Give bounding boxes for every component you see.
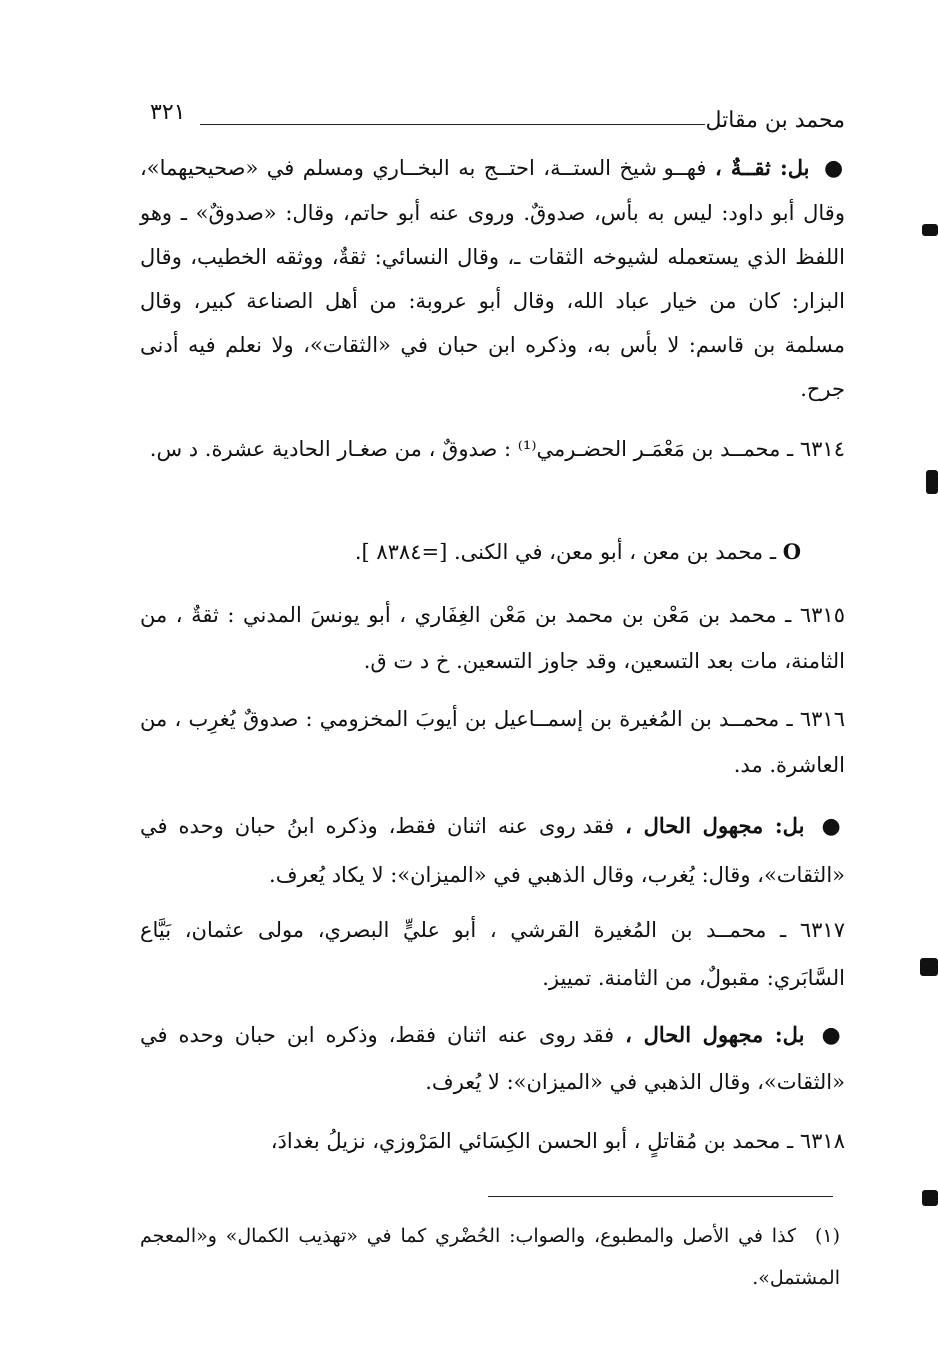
scan-edge-mark [920, 958, 938, 976]
paragraph-lead: بل: مجهول الحال ، [625, 813, 805, 838]
paragraph-text: ـ محمد بن معن ، أبو معن، في الكنى. [=٨٣٨٤ ]. [354, 540, 777, 564]
header-rule [200, 124, 705, 125]
paragraph-note-3 [140, 1012, 845, 1105]
entry-6318 [140, 1118, 845, 1164]
page-number: ٣٢١ [150, 100, 186, 125]
paragraph-text: فهــو شيخ الستــة، احتــج به البخــاري ومسلم في «صحيحيهما»، وقال أبو داود: ليس به بأس، صدوقٌ. وروى عنه أبو حاتم، وقال: «صدوقٌ» ـ وهو اللفظ الذي يستعمله لشيوخه الثقات ـ، وقال النسائي: ثقةٌ، ووثقه الخطيب، وقال البزار: كان من خيار عباد الله، وقال أبو عروبة: من أهل الصناعة كبير، وقال مسلمة بن قاسم: لا بأس به، وذكره ابن حبان في «الثقات»، ولا نعلم فيه أدنى جرح. [140, 156, 845, 401]
paragraph-text: ٦٣١٧ ـ محمــد بن المُغيرة القرشي ، أبو عليٍّ البصري، مولى عثمان، بَيَّاع السَّابَري: مقبولٌ، من الثامنة. تمييز. [140, 918, 845, 990]
entry-6315 [140, 592, 845, 684]
page-header [140, 100, 845, 140]
scan-edge-mark [926, 470, 938, 494]
paragraph-lead: بل: ثقــةٌ ، [714, 155, 810, 180]
paragraph-lead: بل: مجهول الحال ، [625, 1022, 805, 1047]
footnote-marker: (١) [814, 1225, 840, 1247]
circle-marker-icon: O [782, 539, 801, 564]
paragraph-text: فقد روى عنه اثنان فقط، وذكره ابنُ حبان وحده في «الثقات»، وقال: يُغرب، وقال الذهبي في «الميزان»: لا يكاد يُعرف. [140, 814, 845, 887]
bullet-icon: ● [821, 1023, 846, 1048]
running-title: محمد بن مقاتل [705, 108, 845, 133]
paragraph-text: ٦٣١٨ ـ محمد بن مُقاتلٍ ، أبو الحسن الكِسَائي المَرْوزي، نزيلُ بغدادَ، [270, 1129, 845, 1153]
entry-6317 [140, 906, 845, 1002]
entry-6316 [140, 696, 845, 788]
paragraph-text: ٦٣١٥ ـ محمد بن مَعْن بن محمد بن مَعْن الغِفَاري ، أبو يونسَ المدني : ثقةٌ ، من الثامنة، مات بعد التسعين، وقد جاوز التسعين. خ د ت ق. [140, 603, 845, 673]
scan-edge-mark [922, 1190, 938, 1206]
entry-cross-reference [140, 528, 845, 576]
footnote-text: كذا في الأصل والمطبوع، والصواب: الحُضْري كما في «تهذيب الكمال» و«المعجم المشتمل». [140, 1225, 840, 1289]
paragraph-text: ٦٣١٦ ـ محمــد بن المُغيرة بن إسمــاعيل بن أيوبَ المخزومي : صدوقٌ يُغرِب ، من العاشرة. مد. [140, 707, 845, 777]
paragraph-note-2 [140, 802, 845, 899]
footnote [140, 1215, 840, 1299]
paragraph-1 [140, 146, 845, 411]
paragraph-text: ٦٣١٤ ـ محمــد بن مَعْمَـر الحضـرمي⁽¹⁾ : صدوقٌ ، من صغـار الحادية عشرة. د س. [149, 437, 845, 461]
entry-6314 [140, 424, 845, 474]
footnote-rule [488, 1196, 833, 1197]
bullet-icon: ● [821, 814, 846, 839]
scan-edge-mark [922, 224, 938, 236]
paragraph-text: فقد روى عنه اثنان فقط، وذكره ابن حبان وحده في «الثقات»، وقال الذهبي في «الميزان»: لا يُعرف. [140, 1023, 845, 1094]
bullet-icon: ● [823, 156, 845, 181]
